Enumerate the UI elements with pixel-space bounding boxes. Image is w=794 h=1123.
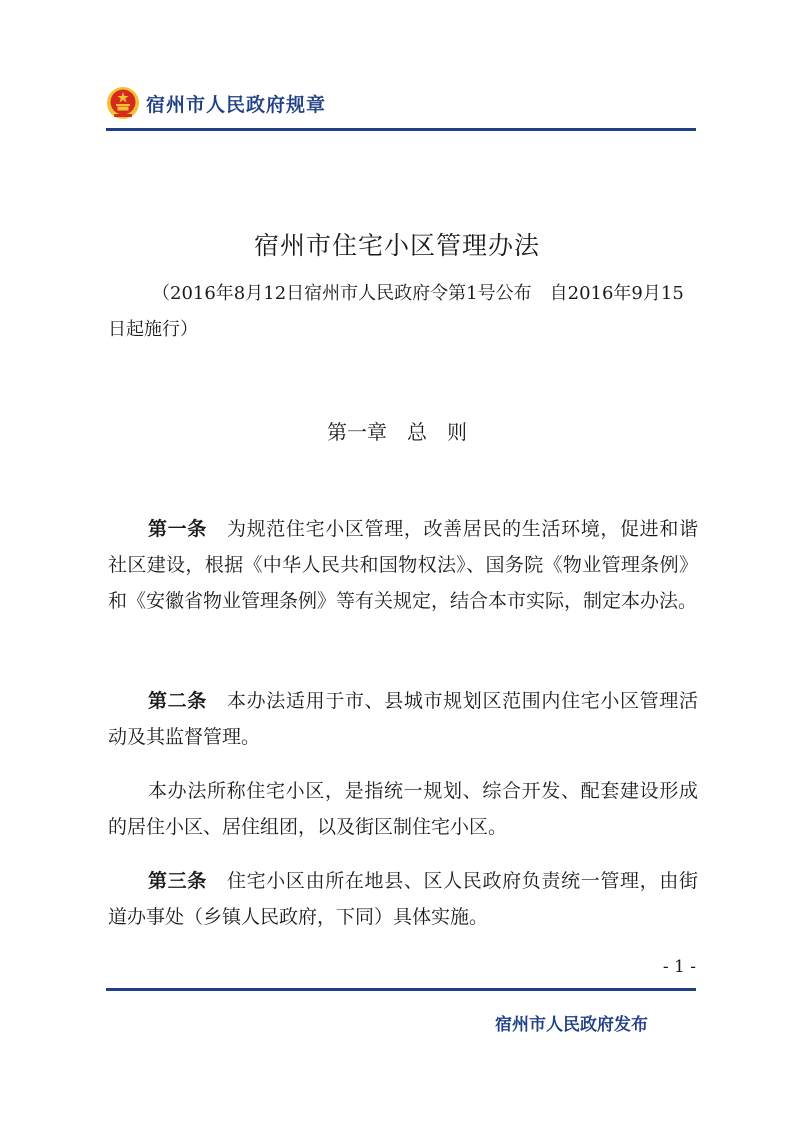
article-label: 第二条 <box>148 690 207 712</box>
article-paragraph <box>108 683 698 755</box>
document-meta: （2016年8月12日宿州市人民政府令第1号公布 自2016年9月15日起施行） <box>108 283 684 340</box>
article-text: 本办法所称住宅小区，是指统一规划、综合开发、配套建设形成的居住小区、居住组团，以及街区制住宅小区。 <box>108 780 698 838</box>
document-title: 宿州市住宅小区管理办法 <box>253 231 540 260</box>
page-number: - 1 - <box>662 957 696 977</box>
article-paragraph <box>108 863 698 935</box>
article-paragraph <box>108 773 698 845</box>
header-title: 宿州市人民政府规章 <box>146 93 327 116</box>
article-label: 第三条 <box>148 870 207 892</box>
article-text: 本办法适用于市、县城市规划区范围内住宅小区管理活动及其监督管理。 <box>108 690 698 748</box>
article-paragraph <box>108 511 698 619</box>
header-rule <box>106 128 696 131</box>
article-label: 第一条 <box>148 518 207 540</box>
national-emblem-icon <box>106 86 140 120</box>
article-text: 为规范住宅小区管理，改善居民的生活环境，促进和谐社区建设，根据《中华人民共和国物权法》、国务院《物业管理条例》和《安徽省物业管理条例》等有关规定，结合本市实际，制定本办法。 <box>108 518 698 612</box>
footer-rule <box>106 988 696 991</box>
footer-publisher: 宿州市人民政府发布 <box>495 1015 648 1035</box>
article-text: 住宅小区由所在地县、区人民政府负责统一管理，由街道办事处（乡镇人民政府，下同）具体实施。 <box>108 870 698 928</box>
document-header <box>106 86 326 120</box>
chapter-heading: 第一章 总 则 <box>327 420 467 444</box>
